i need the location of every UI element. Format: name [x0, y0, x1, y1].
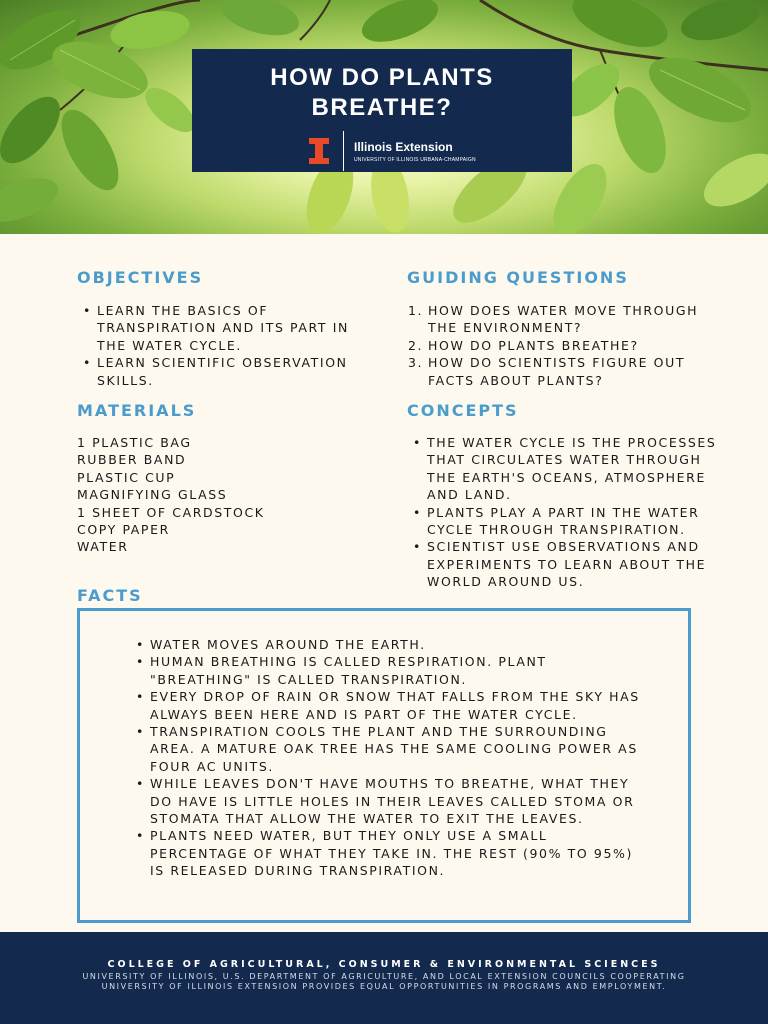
footer-cooperating: UNIVERSITY OF ILLINOIS, U.S. DEPARTMENT OF AGRICULTURE, AND LOCAL EXTENSION COUNCILS COOPERATING	[82, 972, 686, 981]
hero-leaves-image	[0, 0, 768, 234]
list-item: • WATER MOVES AROUND THE EARTH.	[130, 636, 640, 653]
guiding-questions-heading: GUIDING QUESTIONS	[407, 268, 629, 287]
list-item: • HUMAN BREATHING IS CALLED RESPIRATION. PLANT "BREATHING" IS CALLED TRANSPIRATION.	[130, 653, 640, 688]
illinois-block-i-icon	[307, 136, 331, 166]
list-item: COPY PAPER	[77, 522, 170, 538]
list-item: MAGNIFYING GLASS	[77, 487, 228, 503]
item-text: HOW DOES WATER MOVE THROUGH THE ENVIRONMENT?	[428, 303, 699, 336]
title-banner	[192, 49, 572, 172]
list-item: • THE WATER CYCLE IS THE PROCESSES THAT CIRCULATES WATER THROUGH THE EARTH'S OCEANS, ATMOSPHERE AND LAND.	[407, 434, 732, 504]
objectives-heading: OBJECTIVES	[77, 268, 204, 287]
list-item: • TRANSPIRATION COOLS THE PLANT AND THE SURROUNDING AREA. A MATURE OAK TREE HAS THE SAME COOLING POWER AS FOUR AC UNITS.	[130, 723, 640, 775]
footer-college: COLLEGE OF AGRICULTURAL, CONSUMER & ENVIRONMENTAL SCIENCES	[107, 959, 661, 970]
list-item: PLASTIC CUP	[77, 469, 176, 485]
list-item	[408, 354, 708, 389]
item-number: 1.	[408, 303, 424, 318]
facts-heading: FACTS	[77, 586, 143, 605]
item-number: 2.	[408, 337, 424, 353]
item-text: HOW DO SCIENTISTS FIGURE OUT FACTS ABOUT PLANTS?	[428, 355, 686, 388]
list-item: • SCIENTIST USE OBSERVATIONS AND EXPERIMENTS TO LEARN ABOUT THE WORLD AROUND US.	[407, 538, 732, 590]
list-item: • WHILE LEAVES DON'T HAVE MOUTHS TO BREATHE, WHAT THEY DO HAVE IS LITTLE HOLES IN THEIR LEAVES CALLED STOMA OR STOMATA THAT ALLOW THE WATER TO EXIT THE LEAVES.	[130, 775, 640, 827]
list-item: 1 PLASTIC BAG	[77, 435, 192, 450]
list-item: 1 SHEET OF CARDSTOCK	[77, 504, 265, 520]
facts-list	[130, 636, 640, 880]
item-number: 3.	[408, 355, 424, 371]
facts-box	[77, 608, 691, 923]
materials-heading: MATERIALS	[77, 401, 197, 420]
list-item	[408, 302, 708, 337]
materials-list	[77, 434, 377, 556]
list-item: • LEARN THE BASICS OF TRANSPIRATION AND ITS PART IN THE WATER CYCLE.	[77, 302, 367, 354]
list-item: • PLANTS PLAY A PART IN THE WATER CYCLE THROUGH TRANSPIRATION.	[407, 504, 732, 539]
footer	[0, 932, 768, 1024]
concepts-heading: CONCEPTS	[407, 401, 519, 420]
page-title: HOW DO PLANTS BREATHE?	[270, 64, 494, 121]
concepts-list	[407, 434, 732, 591]
list-item: • LEARN SCIENTIFIC OBSERVATION SKILLS.	[77, 354, 367, 389]
list-item: • PLANTS NEED WATER, BUT THEY ONLY USE A SMALL PERCENTAGE OF WHAT THEY TAKE IN. THE REST (90% TO 95%) IS RELEASED DURING TRANSPIRATION.	[130, 827, 640, 879]
brand-subtitle: UNIVERSITY OF ILLINOIS URBANA-CHAMPAIGN	[354, 156, 476, 163]
item-text: HOW DO PLANTS BREATHE?	[428, 337, 639, 353]
logo-divider	[343, 131, 344, 171]
list-item	[408, 337, 708, 354]
list-item: WATER	[77, 539, 129, 555]
list-item: RUBBER BAND	[77, 452, 187, 468]
brand-name: Illinois Extension	[354, 139, 453, 154]
guiding-questions-list	[408, 302, 708, 389]
footer-equal-opportunity: UNIVERSITY OF ILLINOIS EXTENSION PROVIDES EQUAL OPPORTUNITIES IN PROGRAMS AND EMPLOYMENT.	[101, 982, 667, 991]
objectives-list	[77, 302, 367, 389]
illinois-extension-logo	[307, 131, 476, 171]
list-item: • EVERY DROP OF RAIN OR SNOW THAT FALLS FROM THE SKY HAS ALWAYS BEEN HERE AND IS PART OF THE WATER CYCLE.	[130, 688, 640, 723]
